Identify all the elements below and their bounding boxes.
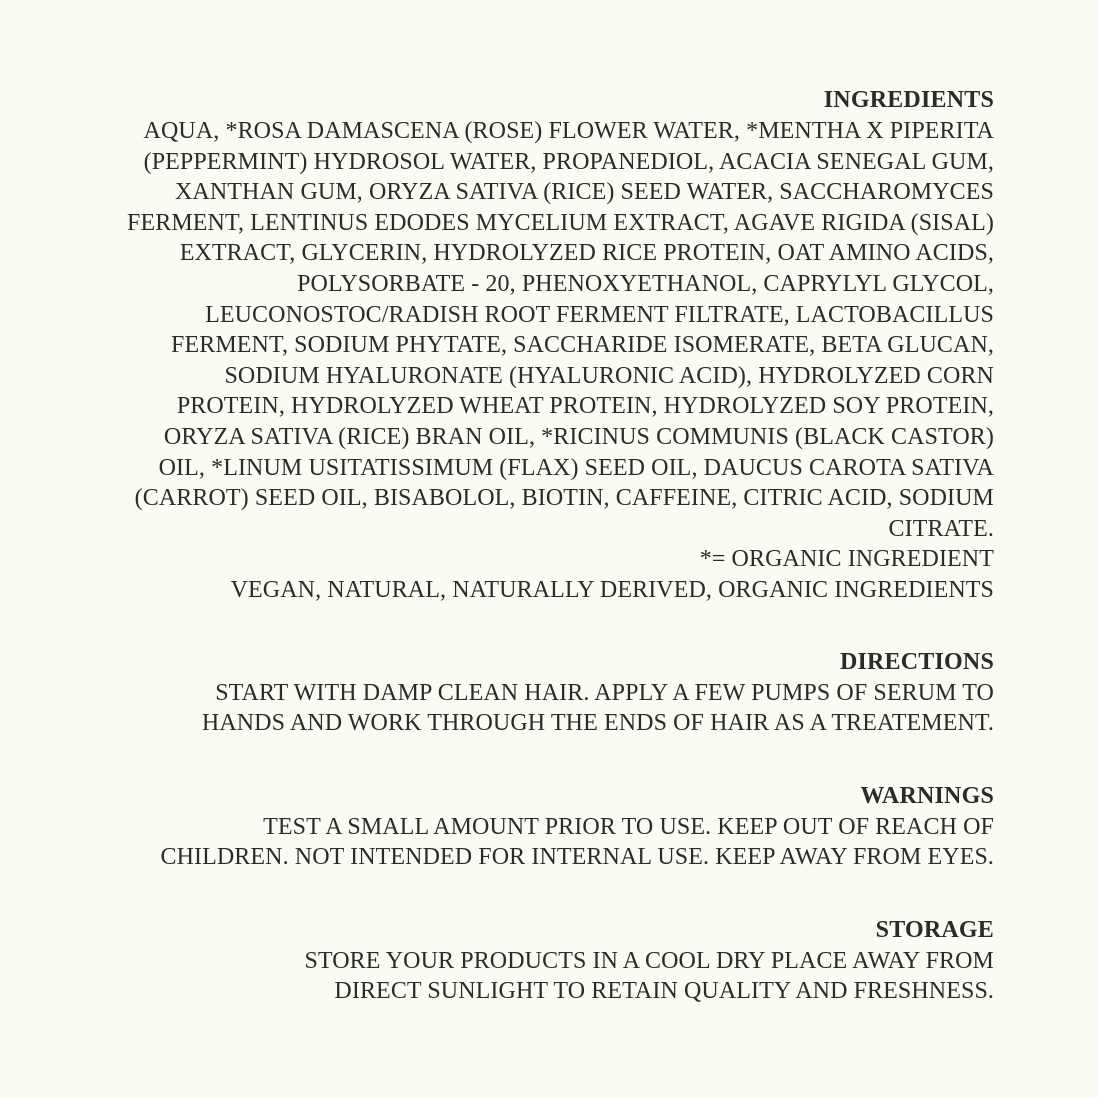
ingredients-line: EXTRACT, GLYCERIN, HYDROLYZED RICE PROTEIN, OAT AMINO ACIDS, (179, 240, 994, 267)
ingredients-line: SODIUM HYALURONATE (HYALURONIC ACID), HYDROLYZED CORN (224, 362, 994, 389)
section-spacer (94, 739, 994, 781)
warnings-section (94, 781, 994, 873)
ingredients-line: (PEPPERMINT) HYDROSOL WATER, PROPANEDIOL, ACACIA SENEGAL GUM, (143, 148, 994, 175)
directions-heading: DIRECTIONS (839, 648, 994, 675)
warnings-heading: WARNINGS (860, 782, 994, 809)
section-spacer (94, 606, 994, 647)
directions-line: START WITH DAMP CLEAN HAIR. APPLY A FEW PUMPS OF SERUM TO (215, 679, 994, 706)
ingredients-line: PROTEIN, HYDROLYZED WHEAT PROTEIN, HYDROLYZED SOY PROTEIN, (176, 393, 994, 420)
ingredients-line: CITRATE. (888, 515, 994, 542)
storage-line: STORE YOUR PRODUCTS IN A COOL DRY PLACE AWAY FROM (304, 947, 994, 974)
ingredients-line: FERMENT, SODIUM PHYTATE, SACCHARIDE ISOMERATE, BETA GLUCAN, (171, 332, 994, 359)
section-spacer (94, 873, 994, 915)
storage-line: DIRECT SUNLIGHT TO RETAIN QUALITY AND FRESHNESS. (334, 978, 994, 1005)
ingredients-line: (CARROT) SEED OIL, BISABOLOL, BIOTIN, CAFFEINE, CITRIC ACID, SODIUM (134, 485, 994, 512)
ingredients-line: XANTHAN GUM, ORYZA SATIVA (RICE) SEED WATER, SACCHAROMYCES (175, 179, 994, 206)
ingredients-line: ORYZA SATIVA (RICE) BRAN OIL, *RICINUS COMMUNIS (BLACK CASTOR) (163, 423, 994, 450)
ingredients-line: POLYSORBATE - 20, PHENOXYETHANOL, CAPRYLYL GLYCOL, (297, 270, 994, 297)
storage-section (94, 915, 994, 1007)
ingredients-section (94, 85, 994, 606)
warnings-line: CHILDREN. NOT INTENDED FOR INTERNAL USE. KEEP AWAY FROM EYES. (160, 844, 994, 871)
ingredients-line: AQUA, *ROSA DAMASCENA (ROSE) FLOWER WATER, *MENTHA X PIPERITA (143, 118, 994, 144)
ingredients-line: LEUCONOSTOC/RADISH ROOT FERMENT FILTRATE, LACTOBACILLUS (205, 301, 994, 328)
ingredients-line: FERMENT, LENTINUS EDODES MYCELIUM EXTRACT, AGAVE RIGIDA (SISAL) (127, 209, 994, 236)
storage-heading: STORAGE (875, 916, 994, 943)
ingredients-heading: INGREDIENTS (823, 87, 994, 113)
label-content (94, 85, 994, 1007)
organic-note: *= ORGANIC INGREDIENT (699, 546, 994, 573)
vegan-note: VEGAN, NATURAL, NATURALLY DERIVED, ORGANIC INGREDIENTS (230, 576, 994, 603)
warnings-line: TEST A SMALL AMOUNT PRIOR TO USE. KEEP OUT OF REACH OF (263, 813, 994, 840)
directions-section (94, 647, 994, 739)
ingredients-line: OIL, *LINUM USITATISSIMUM (FLAX) SEED OIL, DAUCUS CAROTA SATIVA (158, 454, 994, 481)
directions-line: HANDS AND WORK THROUGH THE ENDS OF HAIR AS A TREATEMENT. (201, 710, 994, 737)
